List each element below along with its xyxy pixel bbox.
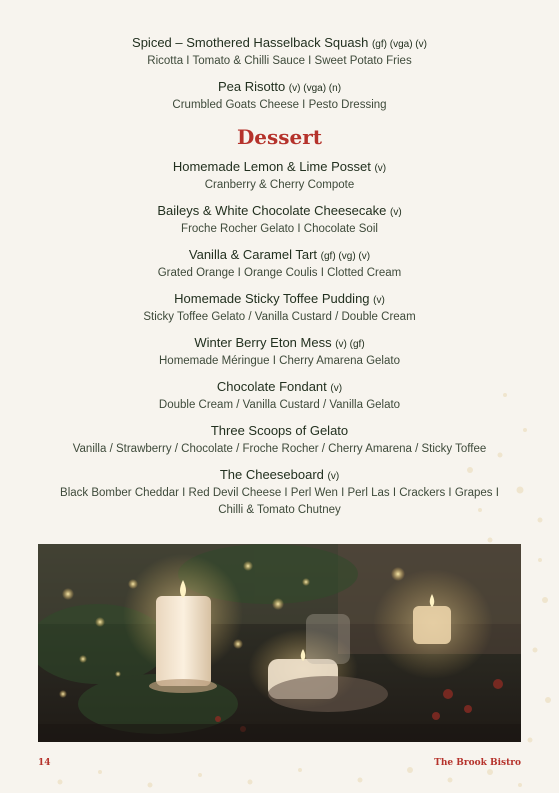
- item-name: [0, 246, 559, 265]
- item-title: Three Scoops of Gelato: [210, 423, 349, 438]
- dietary-tags: (v): [390, 207, 402, 218]
- dietary-tags: (gf) (vga) (v): [371, 39, 427, 50]
- item-name: [0, 202, 559, 221]
- menu-item-gelato: [0, 422, 559, 458]
- item-name: [0, 34, 559, 53]
- item-name: [0, 290, 559, 309]
- candle-shape: [156, 596, 211, 686]
- menu-item-cheesecake: [0, 202, 559, 238]
- item-title: Pea Risotto: [217, 79, 286, 94]
- item-name: [0, 158, 559, 177]
- item-title: Homemade Sticky Toffee Pudding: [174, 291, 370, 306]
- brand-name: The Brook Bistro: [434, 758, 521, 768]
- item-title: Winter Berry Eton Mess: [194, 335, 332, 350]
- item-title: Baileys & White Chocolate Cheesecake: [157, 203, 387, 218]
- item-name: [0, 378, 559, 397]
- menu-item-sticky-toffee-pudding: [0, 290, 559, 326]
- menu-item-pea-risotto: [0, 78, 559, 114]
- dietary-tags: (v): [330, 383, 343, 394]
- item-title: Chocolate Fondant: [216, 379, 327, 394]
- menu-item-cheeseboard: [0, 466, 559, 519]
- dietary-tags: (v): [374, 163, 387, 174]
- item-title: Homemade Lemon & Lime Posset: [172, 159, 371, 174]
- menu-content: [0, 34, 559, 527]
- item-name: [0, 334, 559, 353]
- item-title: Vanilla & Caramel Tart: [188, 247, 318, 262]
- item-name: [0, 422, 559, 441]
- dietary-tags: (gf) (vg) (v): [320, 251, 371, 262]
- item-description: Double Cream / Vanilla Custard / Vanilla Gelato: [158, 399, 401, 411]
- dietary-tags: (v): [327, 471, 340, 482]
- item-title: Spiced – Smothered Hasselback Squash: [132, 35, 369, 50]
- menu-item-eton-mess: [0, 334, 559, 370]
- candle-photo-illustration: [38, 544, 521, 742]
- dietary-tags: (v): [373, 295, 385, 306]
- section-title-dessert: Dessert: [236, 125, 323, 149]
- item-description: Homemade Méringue I Cherry Amarena Gelato: [159, 355, 400, 367]
- menu-item-chocolate-fondant: [0, 378, 559, 414]
- dietary-tags: (v) (gf): [335, 339, 365, 350]
- menu-item-hasselback-squash: [0, 34, 559, 70]
- page-number: 14: [38, 758, 51, 768]
- item-description: Sticky Toffee Gelato / Vanilla Custard / Double Cream: [143, 311, 416, 323]
- item-description: Crumbled Goats Cheese I Pesto Dressing: [172, 99, 387, 111]
- item-description: Grated Orange I Orange Coulis I Clotted Cream: [157, 267, 402, 279]
- dietary-tags: (v) (vga) (n): [288, 83, 342, 94]
- item-name: [0, 466, 559, 485]
- menu-item-caramel-tart: [0, 246, 559, 282]
- item-name: [0, 78, 559, 97]
- candle-table-photo: [38, 544, 521, 742]
- item-description: Vanilla / Strawberry / Chocolate / Froche Rocher / Cherry Amarena / Sticky Toffee: [72, 443, 487, 455]
- menu-item-lemon-posset: [0, 158, 559, 194]
- item-title: The Cheeseboard: [219, 467, 324, 482]
- item-description: Ricotta I Tomato & Chilli Sauce I Sweet Potato Fries: [147, 55, 412, 67]
- item-description: Froche Rocher Gelato I Chocolate Soil: [181, 223, 378, 235]
- item-description: Cranberry & Cherry Compote: [204, 179, 355, 191]
- item-description: Black Bomber Cheddar I Red Devil Cheese I Perl Wen I Perl Las I Crackers I Grapes I Chilli & Tomato Chutney: [60, 487, 499, 516]
